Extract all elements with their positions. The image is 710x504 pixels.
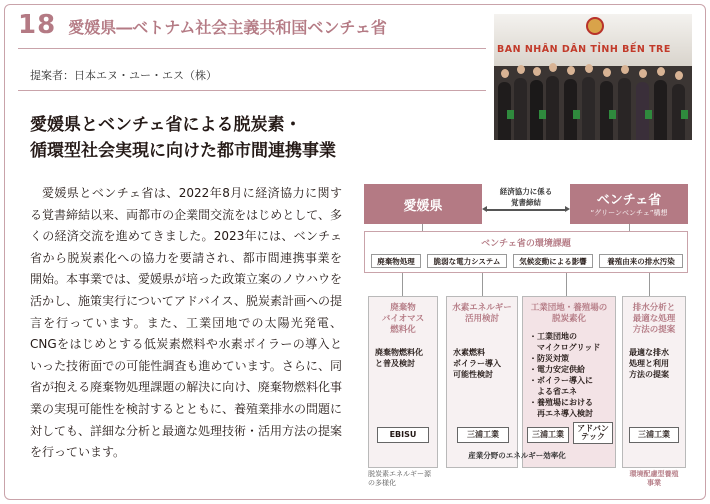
- initiative-column-waste: [368, 296, 438, 468]
- desc-line: マイクログリッド: [529, 343, 601, 352]
- person-head: [657, 67, 665, 76]
- heading-line: 方法の提案: [632, 325, 676, 335]
- person-head: [639, 69, 647, 78]
- person-head: [585, 64, 593, 73]
- cooperation-diagram: [364, 184, 688, 487]
- gift-bag-icon: [645, 110, 652, 119]
- desc-line: と普及検討: [375, 359, 415, 368]
- person-head: [549, 63, 557, 72]
- person-head: [603, 68, 611, 77]
- company-tag: 三浦工業: [629, 427, 679, 443]
- desc-line: ・電力安定供給: [529, 365, 585, 374]
- agreement-line-2: 覚書締結: [511, 198, 541, 207]
- agreement-line-1: 経済協力に係る: [499, 187, 553, 196]
- gift-bag-icon: [681, 110, 688, 119]
- connector-line: [649, 273, 650, 296]
- initiative-column-hydrogen: [446, 296, 518, 468]
- ehime-box: 愛媛県: [364, 184, 482, 224]
- desc-line: 廃棄物燃料化: [375, 348, 423, 357]
- desc-line: ・工業団地の: [529, 332, 577, 341]
- issues-title: ベンチェ省の環境課題: [481, 239, 571, 249]
- heading-line: 脱炭素化: [551, 314, 586, 324]
- desc-line: 方法の提案: [629, 370, 669, 379]
- column-description: [629, 347, 681, 380]
- column-heading: [447, 303, 517, 325]
- issue-chip: 養殖由来の排水汚染: [599, 254, 683, 268]
- desc-line: よる省エネ: [529, 387, 577, 396]
- desc-line: 再エネ導入検討: [529, 409, 593, 418]
- connector-line: [422, 224, 423, 231]
- desc-line: ・養殖場における: [529, 398, 593, 407]
- person-head: [501, 69, 509, 78]
- column-description: [529, 331, 611, 419]
- person-figure: [582, 77, 595, 140]
- desc-line: ボイラー導入: [453, 359, 501, 368]
- issues-box: [364, 231, 688, 273]
- subheading-line-2: 循環型社会実現に向けた都市間連携事業: [30, 141, 336, 161]
- note-line: の多様化: [368, 479, 396, 487]
- body-paragraph: 愛媛県とベンチェ省は、2022年8月に経済協力に関する覚書締結以来、両都市の企業間交流をはじめとして、多くの経済交流を進めてきました。2023年には、ベンチェ省から脱炭素化への協力を要請され、都市間連携事業を開始。本事業では、愛媛県が培った政策立案のノウハウを活かし、施策実行についてアドバイス、脱炭素計画への提言を行っています。また、工業団地での太陽光発電、CNGをはじめとする低炭素燃料や水素ボイラーの導入といった技術面での可能性調査も進めています。さらに、同省が抱える廃棄物処理課題の解決に向け、廃棄物燃料化事業の実現可能性を検討するとともに、養殖業排水の問題に対しても、詳細な分析と最適な処理技術・活用方法の提案を行っています。: [30, 186, 343, 460]
- article-subheading: [30, 112, 336, 164]
- case-number: 18: [18, 10, 57, 40]
- column-description: [453, 347, 513, 380]
- column-heading: [523, 303, 615, 325]
- heading-line: 工業団地・養殖場の: [530, 303, 608, 313]
- emblem-icon: [586, 17, 604, 35]
- desc-line: ・ボイラー導入に: [529, 376, 593, 385]
- initiative-column-industrial: [522, 296, 616, 468]
- proposer-divider: [18, 90, 486, 91]
- desc-line: ・防災対策: [529, 354, 569, 363]
- company-tag: EBISU: [377, 427, 429, 443]
- note-left: [368, 470, 431, 488]
- heading-line: 最適な処理: [632, 314, 676, 324]
- connector-line: [566, 273, 567, 296]
- gift-bag-icon: [507, 110, 514, 119]
- heading-line: 燃料化: [390, 325, 416, 335]
- person-head: [517, 65, 525, 74]
- page-title: 愛媛県―ベトナム社会主義共和国ベンチェ省: [68, 18, 387, 37]
- connector-line: [402, 273, 403, 296]
- column-heading: [623, 303, 685, 336]
- header-divider: [18, 48, 486, 49]
- agreement-label: [484, 186, 568, 208]
- person-figure: [514, 78, 527, 140]
- person-head: [567, 66, 575, 75]
- company-tag: 三浦工業: [457, 427, 509, 443]
- person-head: [621, 65, 629, 74]
- bentre-box: [570, 184, 688, 224]
- issue-chip: 脆弱な電力システム: [427, 254, 507, 268]
- gift-bag-icon: [573, 110, 580, 119]
- note-line: 脱炭素エネルギー源: [368, 470, 431, 478]
- column-description: [375, 347, 433, 369]
- note-line: 事業: [647, 479, 661, 487]
- person-figure: [618, 78, 631, 140]
- note-right: [622, 470, 686, 488]
- person-figure: [654, 80, 667, 140]
- desc-line: 処理と利用: [629, 359, 669, 368]
- page-header: [18, 10, 387, 40]
- heading-line: 活用検討: [464, 314, 499, 324]
- initiative-column-wastewater: [622, 296, 686, 468]
- column-heading: [369, 303, 437, 336]
- green-bentre-label: “グリーンベンチェ”構想: [590, 209, 668, 217]
- double-arrow-icon: [486, 209, 566, 211]
- meeting-photo: [494, 14, 692, 140]
- heading-line: バイオマス: [381, 314, 425, 324]
- issue-chip: 廃棄物処理: [371, 254, 421, 268]
- issue-chip: 気候変動による影響: [513, 254, 593, 268]
- desc-line: 水素燃料: [453, 348, 485, 357]
- proposer-label: 提案者：日本エヌ・ユー・エス（株）: [30, 69, 217, 82]
- connector-line: [482, 273, 483, 296]
- connector-line: [629, 224, 630, 231]
- bottom-bar-label: 産業分野のエネルギー効率化: [468, 451, 566, 460]
- heading-line: 排水分析と: [632, 303, 676, 313]
- subheading-line-1: 愛媛県とベンチェ省による脱炭素・: [30, 115, 302, 135]
- heading-line: 廃棄物: [390, 303, 416, 313]
- note-line: 環境配慮型養殖: [629, 470, 679, 478]
- gift-bag-icon: [539, 110, 546, 119]
- person-head: [675, 71, 683, 80]
- person-figure: [546, 76, 559, 140]
- company-tag: アドバンテック: [573, 422, 613, 444]
- gift-bag-icon: [609, 110, 616, 119]
- bentre-label: ベンチェ省: [596, 193, 662, 208]
- company-tag: 三浦工業: [527, 427, 569, 443]
- desc-line: 最適な排水: [629, 348, 669, 357]
- heading-line: 水素エネルギー: [452, 303, 512, 313]
- photo-sign-text: BAN NHÂN DÂN TỈNH BẾN TRE: [497, 44, 671, 55]
- desc-line: 可能性検討: [453, 370, 493, 379]
- person-head: [533, 67, 541, 76]
